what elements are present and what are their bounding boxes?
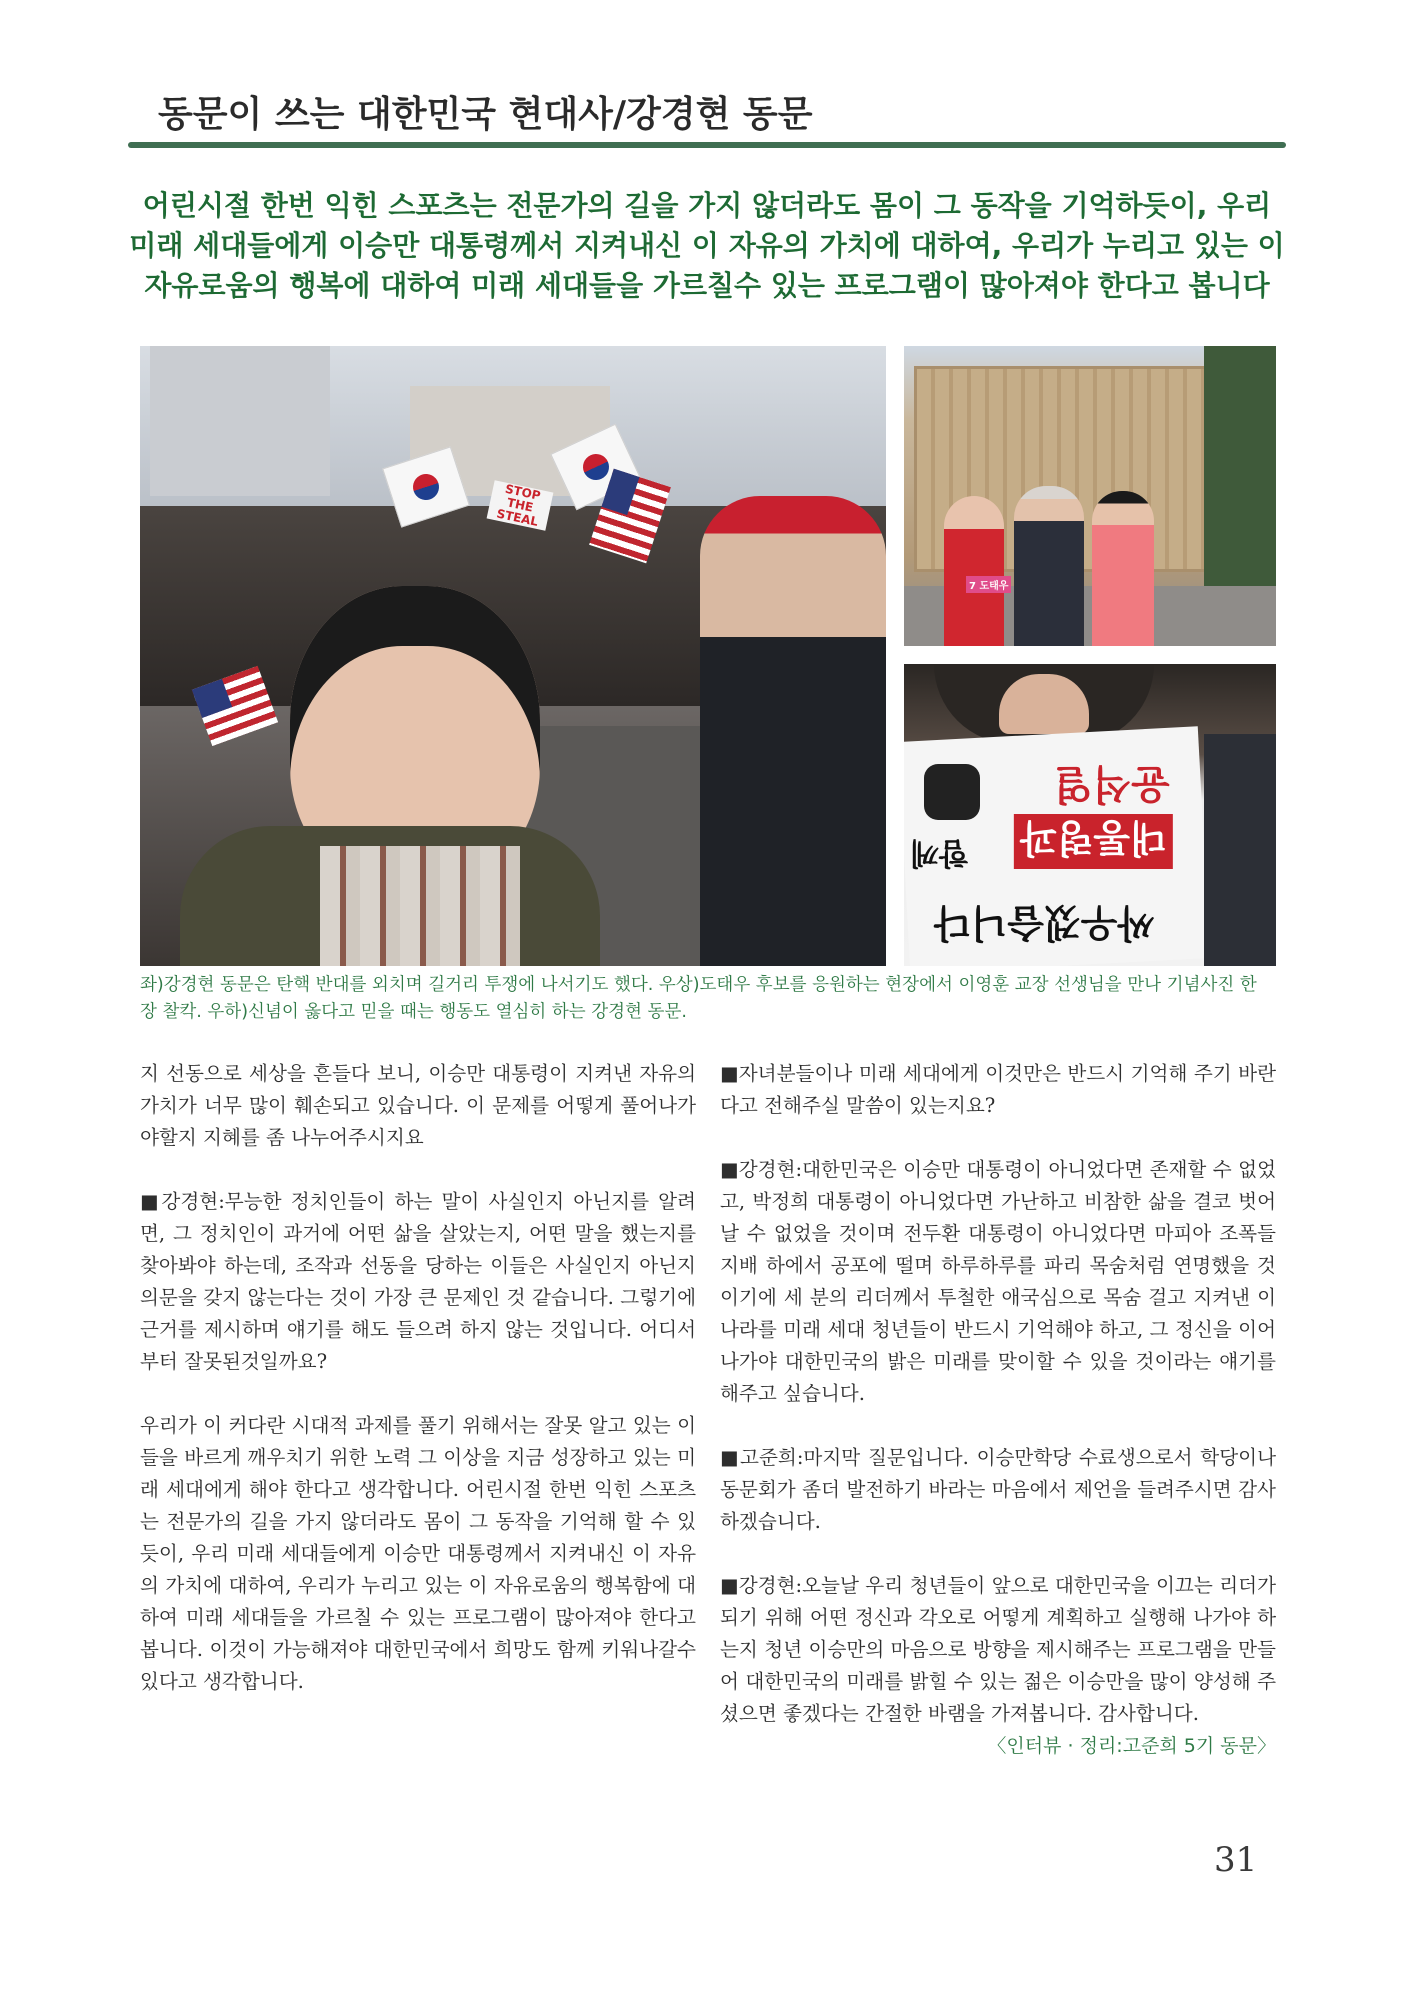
person-right-pink bbox=[1092, 491, 1154, 646]
man-red-cap bbox=[700, 496, 886, 966]
paragraph: 우리가 이 커다란 시대적 과제를 풀기 위해서는 잘못 알고 있는 이들을 바르게 깨우치기 위한 노력 그 이상을 지금 성장하고 있는 미래 세대에게 해야 한다고 생각합니다. 어린시절 한번 익힌 스포츠는 전문가의 길을 가지 않더라도 몸이 그 동작을 기억해 할 수 있듯이, 우리 미래 세대들에게 이승만 대통령께서 지켜내신 이 자유의 가치에 대하여, 우리가 누리고 있는 이 자유로움의 행복함에 대하여 미래 세대들을 가르칠 수 있는 프로그램이 많아져야 한다고 봅니다. 이것이 가능해져야 대한민국에서 희망도 함께 키워나갈수 있다고 생각합니다. bbox=[140, 1414, 696, 1693]
person-center-suit bbox=[1014, 486, 1084, 646]
paragraph: ■자녀분들이나 미래 세대에게 이것만은 반드시 기억해 주기 바란다고 전해주실 말씀이 있는지요? bbox=[720, 1062, 1276, 1117]
sign-line-2: 대통령과 bbox=[1014, 814, 1173, 869]
photo-group bbox=[904, 346, 1276, 646]
headline: 어린시절 한번 익힌 스포츠는 전문가의 길을 가지 않더라도 몸이 그 동작을 기억하듯이, 우리 미래 세대들에게 이승만 대통령께서 지켜내신 이 자유의 가치에 대하여, 우리가 누리고 있는 이 자유로움의 행복에 대하여 미래 세대들을 가르칠수 있는 프로그램이 많아져야 한다고 봅니다 bbox=[129, 189, 1285, 302]
sign-line-3: 함께 bbox=[910, 835, 968, 870]
protest-sign: STOP THE STEAL bbox=[487, 480, 554, 531]
police-jacket bbox=[1204, 734, 1276, 966]
right-column bbox=[720, 1058, 1276, 1762]
sign-line-1: 윤석열 bbox=[1054, 761, 1170, 807]
title-rule bbox=[128, 142, 1286, 148]
tree bbox=[1204, 346, 1276, 586]
paragraph: ■강경현:오늘날 우리 청년들이 앞으로 대한민국을 이끄는 리더가 되기 위해 어떤 정신과 각오로 어떻게 계획하고 실행해 나가야 하는지 청년 이승만의 마음으로 방향을 제시해주는 프로그램을 만들어 대한민국의 미래를 밝힐 수 있는 젊은 이승만을 많이 양성해 주셨으면 좋겠다는 간절한 바램을 가져봅니다. 감사합니다. bbox=[720, 1574, 1276, 1725]
sign-line-4: 싸우겠습니다 bbox=[934, 901, 1155, 945]
paragraph: ■강경현:무능한 정치인들이 하는 말이 사실인지 아닌지를 알려면, 그 정치인이 과거에 어떤 삶을 살았는지, 어떤 말을 했는지를 찾아봐야 하는데, 조작과 선동을 당하는 이들은 사실인지 아닌지 의문을 갖지 않는다는 것이 가장 큰 문제인 것 같습니다. 그렇기에 근거를 제시하며 얘기를 해도 들으려 하지 않는 것입니다. 어디서부터 잘못된것일까요? bbox=[140, 1190, 696, 1373]
paragraph: ■고준희:마지막 질문입니다. 이승만학당 수료생으로서 학당이나 동문회가 좀더 발전하기 바라는 마음에서 제언을 들려주시면 감사하겠습니다. bbox=[720, 1446, 1276, 1533]
person-left-red bbox=[944, 496, 1004, 646]
section-title: 동문이 쓰는 대한민국 현대사/강경현 동문 bbox=[158, 94, 813, 135]
paragraph: ■강경현:대한민국은 이승만 대통령이 아니었다면 존재할 수 없었고, 박정희 대통령이 아니었다면 가난하고 비참한 삶을 결코 벗어날 수 없었을 것이며 전두환 대통령이 아니었다면 마피아 조폭들 지배 하에서 공포에 떨며 하루하루를 파리 목숨처럼 연명했을 것이기에 세 분의 리더께서 투철한 애국심으로 목숨 걸고 지켜낸 이 나라를 미래 세대 청년들이 반드시 기억해야 하고, 그 정신을 이어나가야 대한민국의 밝은 미래를 맞이할 수 있을 것이라는 얘기를 해주고 싶습니다. bbox=[720, 1158, 1276, 1405]
photo-protest-sign bbox=[904, 664, 1276, 966]
photo-caption: 좌)강경현 동문은 탄핵 반대를 외치며 길거리 투쟁에 나서기도 했다. 우상)도태우 후보를 응원하는 현장에서 이영훈 교장 선생님을 만나 기념사진 한 장 찰칵. 우하)신념이 옳다고 믿을 때는 행동도 열심히 하는 강경현 동문. bbox=[140, 975, 1257, 1022]
left-column bbox=[140, 1058, 696, 1730]
scarf bbox=[320, 846, 520, 966]
building-left bbox=[150, 346, 330, 496]
fist-icon bbox=[924, 764, 980, 820]
page-number: 31 bbox=[1214, 1840, 1258, 1880]
photo-protest-selfie bbox=[140, 346, 886, 966]
interview-credit: 〈인터뷰 · 정리:고준희 5기 동문〉 bbox=[987, 1735, 1276, 1757]
paragraph: 지 선동으로 세상을 흔들다 보니, 이승만 대통령이 지켜낸 자유의 가치가 너무 많이 훼손되고 있습니다. 이 문제를 어떻게 풀어나가야할지 지혜를 좀 나누어주시지요 bbox=[140, 1062, 696, 1149]
candidate-sash: 7 도태우 bbox=[966, 576, 1011, 593]
